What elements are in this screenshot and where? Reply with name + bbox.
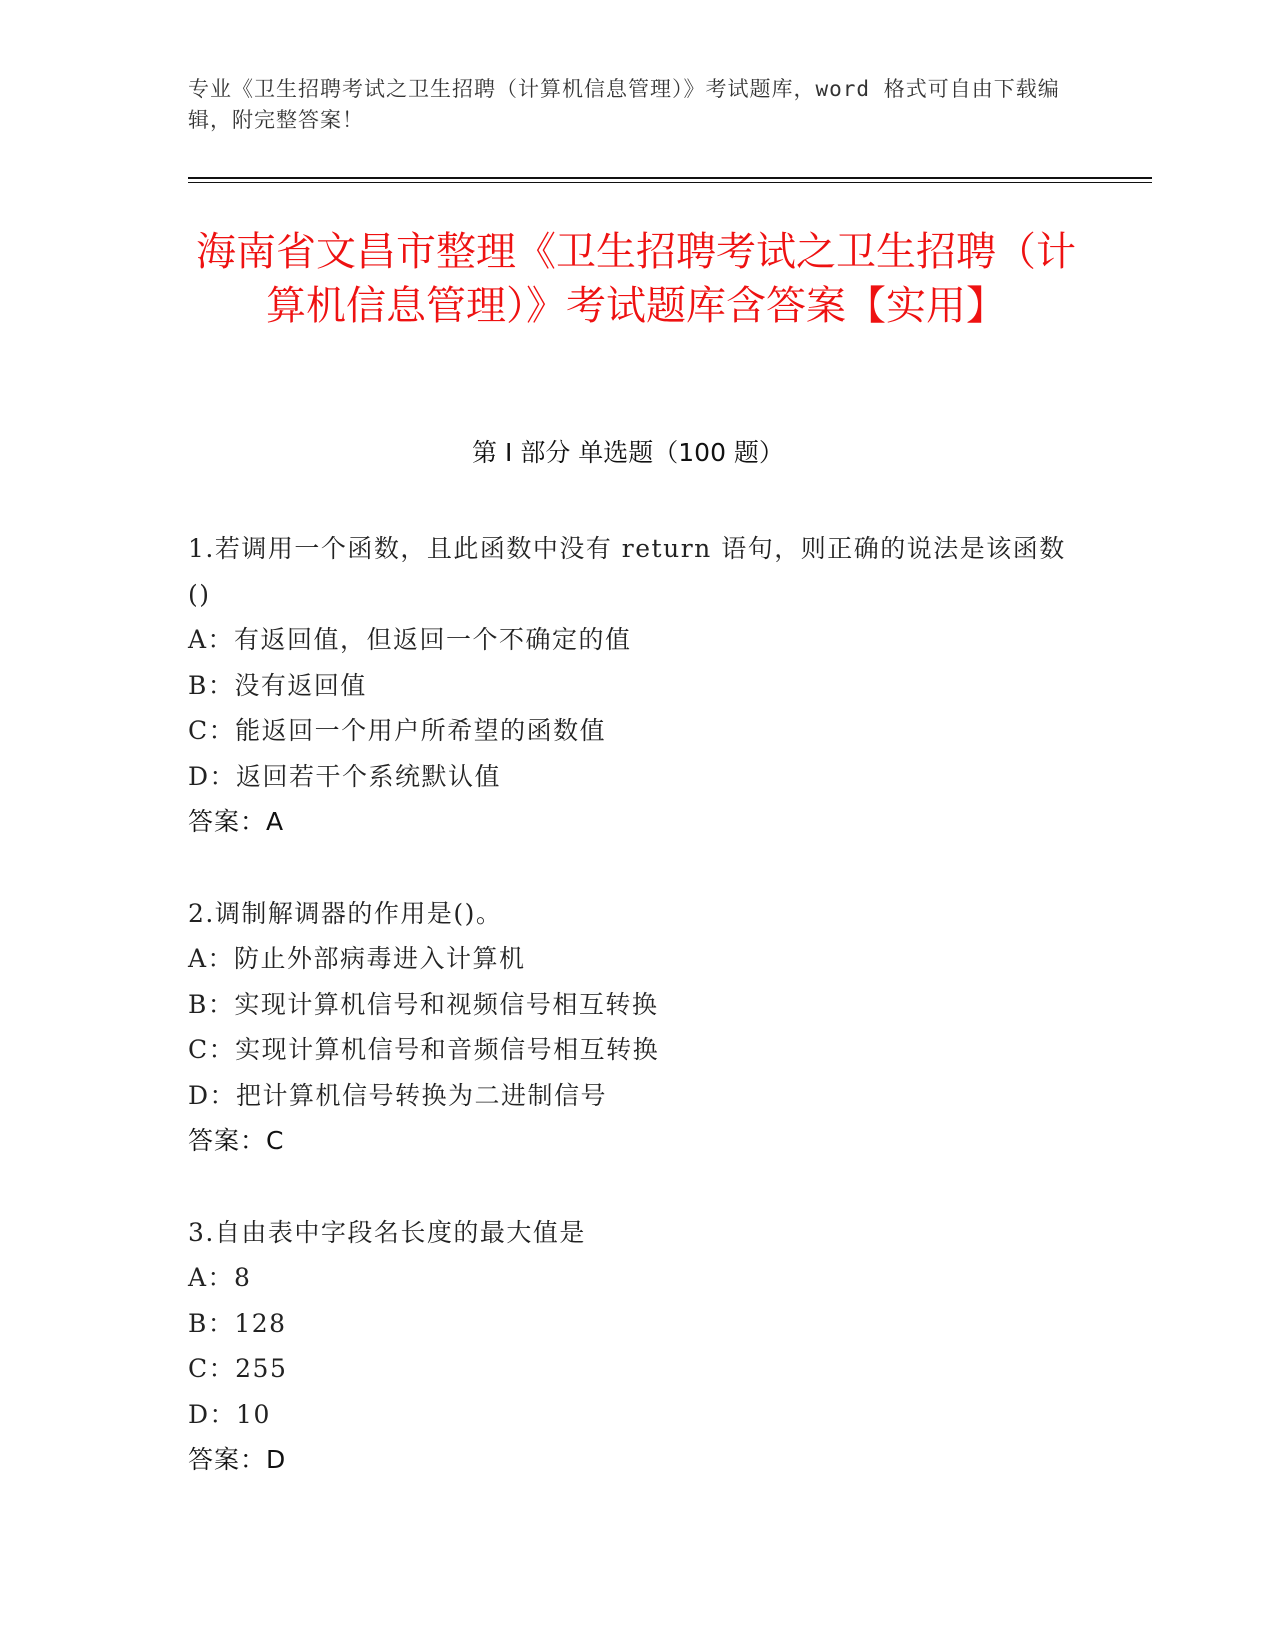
question-list <box>188 526 1078 1529</box>
option-a: A：有返回值，但返回一个不确定的值 <box>188 625 632 654</box>
option-b: B：128 <box>188 1308 287 1338</box>
section-heading: 第 I 部分 单选题（100 题） <box>472 438 784 467</box>
option-a: A：防止外部病毒进入计算机 <box>188 944 526 973</box>
answer-label: 答案：C <box>188 1126 285 1155</box>
answer-label: 答案：D <box>188 1445 287 1474</box>
option-d: D：返回若干个系统默认值 <box>188 761 502 791</box>
option-c: C：能返回一个用户所希望的函数值 <box>188 716 607 745</box>
header-note: 专业《卫生招聘考试之卫生招聘（计算机信息管理）》考试题库，word 格式可自由下载编辑，附完整答案！ <box>188 77 1060 132</box>
option-a: A：8 <box>188 1263 252 1292</box>
option-b: B：实现计算机信号和视频信号相互转换 <box>188 989 659 1019</box>
question-stem: 3.自由表中字段名长度的最大值是 <box>188 1217 586 1247</box>
question-1 <box>188 526 1078 845</box>
question-2 <box>188 891 1078 1164</box>
question-stem: 1.若调用一个函数，且此函数中没有 return 语句，则正确的说法是该函数() <box>188 534 1066 609</box>
option-c: C：255 <box>188 1354 288 1383</box>
option-d: D：把计算机信号转换为二进制信号 <box>188 1080 608 1110</box>
option-b: B：没有返回值 <box>188 670 367 700</box>
option-c: C：实现计算机信号和音频信号相互转换 <box>188 1035 660 1064</box>
document-title: 海南省文昌市整理《卫生招聘考试之卫生招聘（计算机信息管理）》考试题库含答案【实用】 <box>196 229 1076 329</box>
header-divider-thick <box>188 177 1152 179</box>
header-divider-thin <box>188 182 1152 183</box>
question-3 <box>188 1210 1078 1483</box>
question-stem: 2.调制解调器的作用是()。 <box>188 898 503 928</box>
answer-label: 答案：A <box>188 807 285 836</box>
option-d: D：10 <box>188 1399 271 1429</box>
